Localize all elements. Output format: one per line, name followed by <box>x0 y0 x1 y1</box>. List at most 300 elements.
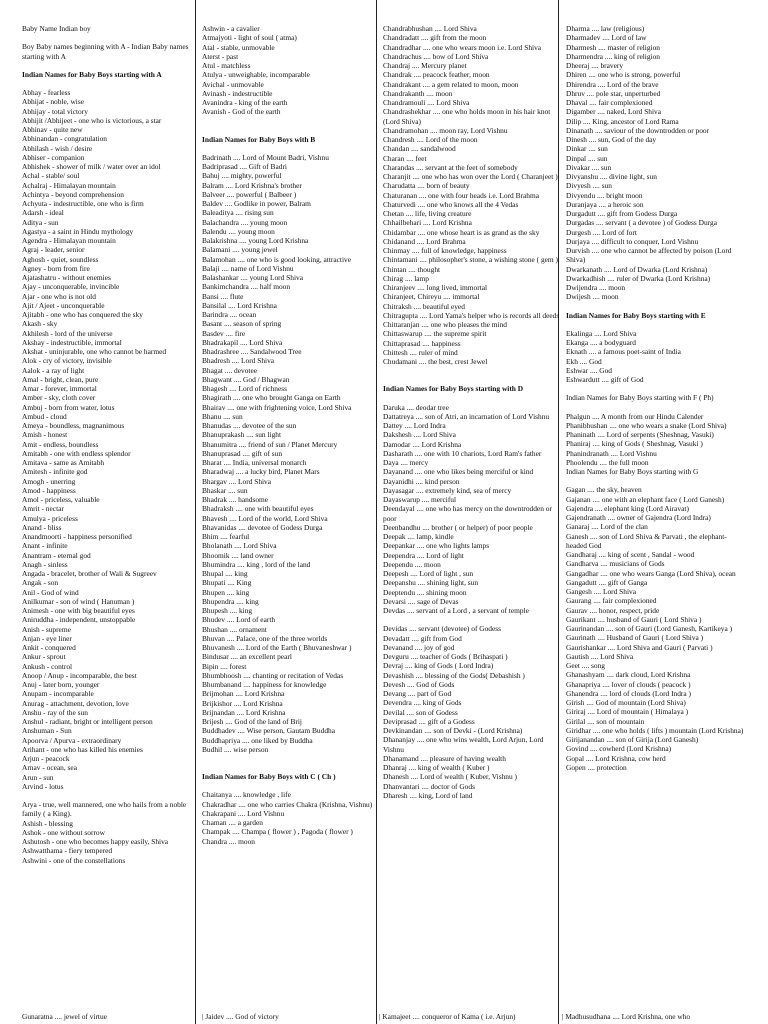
name-entry: Ekanga .... a bodyguard <box>566 338 636 347</box>
name-entry: Ghanendra .... lord of clouds (Lord Indra ) <box>566 688 691 698</box>
name-entry: Devesh .... God of Gods <box>383 679 455 689</box>
name-entry: Anuj - later born, younger <box>22 680 100 689</box>
name-entry: Chaitanya .... knowledge , life <box>202 790 291 800</box>
name-entry: Gajendranath .... owner of Gajendra (Lord Indra) <box>566 513 711 522</box>
name-entry: Dhananjay .... one who wins wealth, Lord Arjun, Lord Vishnu <box>383 735 544 754</box>
name-entry: Gagan .... the sky, heaven <box>566 485 642 495</box>
name-entry: Gajanan .... one with an elephant face ( Lord Ganesh) <box>566 494 725 504</box>
name-entry: Duranjaya .... a heroic son <box>566 199 644 209</box>
name-entry: Adarsh - ideal <box>22 208 64 218</box>
name-entry: Bhanumitra .... friend of sun / Planet Mercury <box>202 439 338 449</box>
name-entry: Ajar - one who is not old <box>22 291 96 301</box>
name-entry: Ganaraj .... Lord of the clan <box>566 522 648 532</box>
name-entry: Brijnandan .... Lord Krishna <box>202 707 286 717</box>
name-entry: Amulya - priceless <box>22 513 78 523</box>
name-entry: Devilal .... son of Godess <box>383 707 458 717</box>
name-entry: Gaurang .... fair complexioned <box>566 596 657 606</box>
name-entry: Bipin .... forest <box>202 661 247 671</box>
spacer <box>566 384 744 393</box>
name-entry: Chittaswarup .... the supreme spirit <box>383 329 487 339</box>
name-entry: Devraj .... king of Gods ( Lord Indra) <box>383 661 494 671</box>
name-entry: Abhilash - wish / desire <box>22 143 93 153</box>
name-entry: Amit - endless, boundless <box>22 439 99 449</box>
name-entry: Bhupen .... king <box>202 587 250 597</box>
name-entry: Dasharath .... one with 10 chariots, Lord Ram's father <box>383 448 542 458</box>
name-entry: Budhil .... wise person <box>202 744 269 754</box>
name-entry: Bhadresh .... Lord Shiva <box>202 356 275 366</box>
name-entry: Brijkishor .... Lord Krishna <box>202 698 283 708</box>
section-heading: Indian Names for Baby Boys starting with A <box>22 69 162 79</box>
name-entry: Dayanand .... one who likes being merciful or kind <box>383 467 534 477</box>
name-entry: Chidambar .... one whose heart is as grand as the sky <box>383 227 540 237</box>
name-entry: Anil - God of wind <box>22 587 79 597</box>
name-entry: Chintan .... thought <box>383 264 441 274</box>
name-entry: Gangesh .... Lord Shiva <box>566 587 636 596</box>
name-entry: Ashutosh - one who becomes happy easily, Shiva <box>22 837 169 846</box>
name-entry: Dharesh .... king, Lord of land <box>383 790 473 800</box>
name-entry: Bhagesh .... Lord of richness <box>202 384 287 393</box>
name-entry: Devang .... part of God <box>383 689 452 698</box>
name-entry: Bhim .... fearful <box>202 532 250 541</box>
name-entry: Akash - sky <box>22 319 58 329</box>
section-heading: Indian Names for Baby Boys with B <box>202 134 316 144</box>
name-entry: Balendu .... young moon <box>202 226 275 236</box>
name-entry: Bhaskar .... sun <box>202 485 248 495</box>
name-entry: Amol - priceless, valuable <box>22 495 100 504</box>
name-entry: Bhanu .... sun <box>202 411 243 421</box>
name-entry: Gaurav .... honor, respect, pride <box>566 605 660 615</box>
name-entry: Chintamani .... philosopher's stone, a wishing stone ( gem ) <box>383 255 558 265</box>
name-entry: Chandradatt .... gift from the moon <box>383 33 487 43</box>
name-entry: Bindusar .... an excellent pearl <box>202 652 292 662</box>
name-entry: Devendra .... king of Gods <box>383 698 462 708</box>
name-entry: Angak - son <box>22 578 59 588</box>
name-entry: Charan .... feet <box>383 153 427 163</box>
name-entry: Amrit - nectar <box>22 504 64 514</box>
name-entry: Aterst - past <box>202 51 239 61</box>
name-entry: Baldev .... Godlike in power, Balram <box>202 199 311 208</box>
name-entry: Abhishek - shower of milk / water over an idol <box>22 162 161 171</box>
name-entry: Gaurinath .... Husband of Gauri ( Lord Shiva ) <box>566 633 704 643</box>
name-entry: Baleaditya .... rising sun <box>202 208 274 218</box>
name-entry: Arvind - lotus <box>22 781 64 791</box>
name-entry: Phalgun .... A month from our Hindu Calender <box>566 411 704 421</box>
name-entry: Balamohan .... one who is good looking, attractive <box>202 254 352 264</box>
name-entry: Anshu - ray of the sun <box>22 707 88 717</box>
name-entry: Achyuta - indestructible, one who is firm <box>22 199 144 208</box>
name-entry: Akshat - uninjurable, one who cannot be harmed <box>22 347 167 356</box>
name-entry: Chandrakanth .... moon <box>383 88 453 98</box>
name-entry: Eknath .... a famous poet-saint of India <box>566 347 681 357</box>
name-entry: Chandrakant .... a gem related to moon, moon <box>383 79 519 89</box>
name-entry: Dilip .... King, ancestor of Lord Rama <box>566 116 679 126</box>
name-entry: Bhudev .... Lord of earth <box>202 615 276 625</box>
name-entry: Chandraj .... Mercury planet <box>383 61 467 70</box>
name-entry: Angada - bracelet, brother of Wali & Sugreev <box>22 569 157 578</box>
name-entry: Avanindra - king of the earth <box>202 98 288 107</box>
name-entry: Chittaprasad .... happiness <box>383 338 461 348</box>
name-entry: Indian Names for Baby Boys starting with F ( Ph) <box>566 393 714 403</box>
name-entry: Atulya - unweighable, incomparable <box>202 70 310 80</box>
name-entry: Deependra .... Lord of light <box>383 550 464 560</box>
section-heading: Indian Names for Baby Boys with C ( Ch ) <box>202 772 336 781</box>
name-entry: Dhiren .... one who is strong, powerful <box>566 70 681 80</box>
spacer <box>383 366 561 375</box>
spacer <box>383 615 561 624</box>
name-entry: Abhinav - quite new <box>22 125 83 134</box>
name-entry: Bhadrak .... handsome <box>202 495 269 504</box>
name-entry: Dakshesh .... Lord Shiva <box>383 430 456 440</box>
name-entry: Devguru .... teacher of Gods ( Brihaspati ) <box>383 652 508 661</box>
name-entry: Dattey .... Lord Indra <box>383 421 446 430</box>
name-entry: Deepesh .... Lord of light , sun <box>383 569 474 578</box>
name-entry: Dayaswarup .... merciful <box>383 495 457 504</box>
name-entry: Dheeraj .... bravery <box>566 61 624 70</box>
name-entry: Amar - forever, immortal <box>22 384 97 393</box>
name-entry: Ashok - one without sorrow <box>22 827 105 837</box>
name-entry: Dattatreya .... son of Atri, an incarnation of Lord Vishnu <box>383 411 550 421</box>
name-entry: Anagh - sinless <box>22 559 68 569</box>
name-entry: Achal - stable/ soul <box>22 171 80 181</box>
name-entry: Arihant - one who has killed his enemies <box>22 744 143 754</box>
name-entry: Chaturanan .... one with four heads i.e. Lord Brahma <box>383 190 539 200</box>
name-entry: Deeptendu .... shining moon <box>383 587 467 597</box>
name-entry: Chandradhar .... one who wears moon i.e. Lord Shiva <box>383 42 542 52</box>
name-entry: Ajay - unconquerable, invincible <box>22 282 120 292</box>
name-entry: Bharadwaj .... a lucky bird, Planet Mars <box>202 467 320 477</box>
name-entry: Bhairav .... one with frightening voice, Lord Shiva <box>202 402 352 412</box>
name-entry: Gangadhar .... one who wears Ganga (Lord Shiva), ocean <box>566 568 736 578</box>
name-entry: Balashankar .... young Lord Shiva <box>202 273 303 282</box>
name-column-1 <box>22 24 200 865</box>
name-entry: Amitesh - infinite god <box>22 467 88 477</box>
name-entry: Chandrashekhar .... one who holds moon in his hair knot (Lord Shiva) <box>383 107 551 126</box>
name-entry: Ankit - conquered <box>22 643 76 652</box>
name-entry: Girilal .... son of mountain <box>566 716 645 726</box>
name-entry: Amitabh - one with endless splendor <box>22 448 131 458</box>
name-entry: Ajitabh - one who has conquered the sky <box>22 310 143 319</box>
name-entry: Chandramouli .... Lord Shiva <box>383 98 470 107</box>
name-entry: Anilkumar - son of wind ( Hanuman ) <box>22 596 135 606</box>
name-entry: Bhagirath .... one who brought Ganga on Earth <box>202 393 341 403</box>
name-entry: Brijmohan .... Lord Krishna <box>202 689 285 699</box>
spacer <box>22 791 200 800</box>
section-heading: Indian Names for Baby Boys starting with E <box>566 310 706 320</box>
name-entry: Charandas .... servant at the feet of somebody <box>383 162 518 172</box>
name-entry: Bhupal .... king <box>202 569 248 578</box>
name-entry: Chidanand .... Lord Brahma <box>383 236 466 246</box>
name-entry: Giriraj .... Lord of mountain ( Himalaya ) <box>566 707 689 717</box>
name-column-3 <box>383 24 561 800</box>
name-entry: Durgadutt .... gift from Godess Durga <box>566 209 678 218</box>
name-entry: Anoop / Anup - incomparable, the best <box>22 670 137 680</box>
name-entry: Ajit / Ajeet - unconquerable <box>22 300 105 310</box>
name-entry: Ghanashyam .... dark cloud, Lord Krishna <box>566 670 691 680</box>
name-entry: Bhushan .... ornament <box>202 624 267 634</box>
name-entry: Phanibhushan .... one who wears a snake (Lord Shiva) <box>566 420 727 430</box>
name-entry: Durgadas .... servant ( a devotee ) of Godess Durga <box>566 218 717 228</box>
name-entry: Gaurinandan .... son of Gauri (Lord Ganesh, Kartikeya ) <box>566 624 733 633</box>
name-entry: Anurag - attachment, devotion, love <box>22 698 129 708</box>
name-entry: Chakrapani .... Lord Vishnu <box>202 808 285 818</box>
name-entry: Anish - supreme <box>22 624 71 634</box>
name-entry: Deenbandhu .... brother ( or helper) of poor people <box>383 522 533 532</box>
name-entry: Eshwar .... God <box>566 365 612 375</box>
name-entry: Chittesh .... ruler of mind <box>383 347 458 357</box>
name-entry: Chakradhar .... one who carries Chakra (Krishna, Vishnu) <box>202 799 373 809</box>
name-entry: Basant .... season of spring <box>202 319 282 329</box>
name-entry: Balaji .... name of Lord Vishnu <box>202 263 294 273</box>
name-entry: Chitragupta .... Lord Yama's helper who is records all deeds <box>383 310 560 320</box>
name-entry: Abhijit /Abhijeet - one who is victorious, a star <box>22 115 162 125</box>
name-entry: Chandrachus .... bow of Lord Shiva <box>383 51 489 61</box>
name-entry: Deendayal .... one who has mercy on the downtrodden or poor <box>383 504 552 523</box>
name-entry: Bhadrakapil .... Lord Shiva <box>202 337 283 347</box>
name-entry: Bahuj .... mighty, powerful <box>202 171 282 181</box>
name-entry: Divyanshu .... divine light, sun <box>566 172 657 181</box>
name-entry: Abhinandan - congratulation <box>22 134 107 144</box>
name-entry: Phanindranath .... Lord Vishnu <box>566 448 657 458</box>
name-entry: Bharat .... India, universal monarch <box>202 458 307 467</box>
name-entry: Agendra - Himalayan mountain <box>22 236 116 245</box>
name-entry: Giridhar .... one who holds ( lifts ) mountain (Lord Krishna) <box>566 725 744 735</box>
name-entry: Dayasagar .... extremely kind, sea of mercy <box>383 485 512 495</box>
name-entry: Buddhadev .... Wise person, Gautam Buddha <box>202 726 335 736</box>
name-entry: Agraj - leader, senior <box>22 245 85 255</box>
name-entry: Chitraksh .... beautiful eyed <box>383 301 465 311</box>
name-entry: Abhijat - noble, wise <box>22 97 84 107</box>
name-entry: Dhanraj .... king of wealth ( Kuber ) <box>383 763 490 772</box>
name-entry: Baby Name Indian boy <box>22 24 91 33</box>
name-entry: Avanish - God of the earth <box>202 107 281 117</box>
name-entry: Chaturvedi .... one who knows all the 4 Vedas <box>383 199 519 209</box>
name-entry: Chiranjeet, Chireyu .... immortal <box>383 292 480 302</box>
name-entry: Chinmay .... full of knowledge, happiness <box>383 246 507 255</box>
name-entry: Bhavanidas .... devotee of Godess Durga <box>202 522 323 532</box>
name-entry: Dwarkadhish .... ruler of Dwarka (Lord Krishna) <box>566 273 711 283</box>
name-entry: Balveer .... powerful ( Balbeer ) <box>202 189 297 199</box>
name-entry: Boy Baby names beginning with A - Indian Baby names starting with A <box>22 42 189 61</box>
name-entry: Phaninath .... Lord of serpents (Sheshnag, Vasuki) <box>566 430 714 439</box>
name-entry: Ashwini - one of the constellations <box>22 855 126 865</box>
name-entry: Atul - matchless <box>202 61 251 70</box>
name-entry: Chandra .... moon <box>202 836 255 846</box>
name-entry: Aniruddha - independent, unstoppable <box>22 615 136 625</box>
name-entry: Anand - bliss <box>22 522 62 532</box>
name-entry: Gandharva .... musicians of Gods <box>566 559 665 569</box>
name-entry: Agastya - a saint in Hindu mythology <box>22 226 134 236</box>
name-entry: Chudamani .... the best, crest Jewel <box>383 357 488 366</box>
name-entry: Bhavesh .... Lord of the world, Lord Shiva <box>202 513 328 523</box>
name-entry: Ambud - cloud <box>22 411 67 421</box>
spacer <box>566 476 744 485</box>
name-entry: Abhay - fearless <box>22 88 71 97</box>
name-entry: Bhanuprasad .... gift of sun <box>202 448 283 458</box>
name-entry: Deepankar .... one who lights lamps <box>383 541 490 551</box>
name-entry: Bhargav .... Lord Shiva <box>202 476 272 486</box>
name-entry: Alok - cry of victory, invisible <box>22 356 112 366</box>
name-entry: Chiranjeev .... long lived, immortal <box>383 283 488 292</box>
name-entry: Girish .... God of mountain (Lord Shiva) <box>566 698 686 707</box>
name-entry: Phaniraj .... king of Gods ( Sheshnag, Vasuki ) <box>566 439 703 449</box>
name-entry: Dinpal .... sun <box>566 153 608 163</box>
name-entry: Bansilal .... Lord Krishna <box>202 300 277 310</box>
name-entry: Abhijay - total victory <box>22 106 88 116</box>
name-entry: Gopen .... protection <box>566 762 627 772</box>
name-entry: Ekalinga .... Lord Shiva <box>566 328 637 338</box>
name-entry: Charudatta .... born of beauty <box>383 181 470 191</box>
name-entry: Ganesh .... son of Lord Shiva & Parvati , the elephant-headed God <box>566 531 727 550</box>
name-entry: Deviprasad .... gift of a Godess <box>383 716 475 726</box>
name-entry: Amod - happiness <box>22 485 76 495</box>
name-entry: Dhanvantari .... doctor of Gods <box>383 781 475 791</box>
name-entry: Bansi .... flute <box>202 291 244 301</box>
name-entry: Arya - true, well mannered, one who hails from a noble family ( a King). <box>22 800 187 819</box>
name-entry: Devidas .... servant (devotee) of Godess <box>383 624 502 634</box>
name-entry: Achalraj - Himalayan mountain <box>22 180 116 190</box>
name-entry: Gangadutt .... gift of Ganga <box>566 577 648 587</box>
section-heading: Indian Names for Baby Boys starting with D <box>383 384 524 394</box>
footer-line: | Kamajeet .... conqueror of Kama ( i.e. Arjun) <box>379 1012 516 1021</box>
name-entry: Ameya - boundless, magnanimous <box>22 421 125 430</box>
name-entry: Devashish .... blessing of the Gods( Debashish ) <box>383 670 525 680</box>
name-entry: Gopal .... Lord Krishna, cow herd <box>566 753 666 763</box>
name-entry: Damodar .... Lord Krishna <box>383 439 462 449</box>
name-entry: Basdev .... fire <box>202 328 246 338</box>
name-entry: Ankush - control <box>22 661 73 671</box>
name-entry: Amber - sky, cloth cover <box>22 393 96 403</box>
spacer <box>202 117 380 126</box>
name-entry: Anshuman - Sun <box>22 726 72 736</box>
name-entry: Agney - born from fire <box>22 263 90 273</box>
name-entry: Bhupendra .... king <box>202 596 259 606</box>
name-entry: Chandresh .... Lord of the moon <box>383 135 478 144</box>
name-entry: Anshul - radiant, bright or intelligent person <box>22 717 153 726</box>
name-entry: Gaurishankar .... Lord Shiva and Gauri ( Parvati ) <box>566 642 713 652</box>
name-entry: Devadatt .... gift from God <box>383 633 462 643</box>
name-entry: Gajendra .... elephant king (Lord Airavat) <box>566 503 689 513</box>
name-entry: Ambuj - born from water, lotus <box>22 402 115 412</box>
name-entry: Durjaya .... difficult to conquer, Lord Vishnu <box>566 236 699 246</box>
name-entry: Divyendu .... bright moon <box>566 190 643 200</box>
name-entry: Brijesh .... God of the land of Brij <box>202 717 302 726</box>
name-entry: Gandharaj .... king of scent , Sandal - wood <box>566 550 695 559</box>
name-entry: Balamani .... young jewel <box>202 245 278 255</box>
name-entry: Bhupesh .... king <box>202 606 253 615</box>
name-entry: Balachandra .... young moon <box>202 217 288 227</box>
name-entry: Dwijendra .... moon <box>566 283 626 292</box>
name-entry: Chandramohan .... moon ray, Lord Vishnu <box>383 125 508 135</box>
name-entry: Durgesh .... Lord of fort <box>566 227 637 237</box>
name-entry: Daruka .... deodar tree <box>383 402 449 412</box>
name-entry: Aalok - a ray of light <box>22 365 85 375</box>
name-entry: Chandrak .... peacock feather, moon <box>383 70 490 80</box>
name-entry: Bhumindra .... king , lord of the land <box>202 559 311 569</box>
name-entry: Bhumbhoosh .... chanting or recitation of Vedas <box>202 670 344 680</box>
name-entry: Bhadrashree .... Sandalwood Tree <box>202 347 302 356</box>
name-entry: Devanand .... joy of god <box>383 642 455 652</box>
name-entry: Dharmesh .... master of religion <box>566 42 660 52</box>
footer-line: | Jaidev .... God of victory <box>202 1012 279 1021</box>
name-entry: Digamber .... naked, Lord Shiva <box>566 107 662 117</box>
name-entry: Bhagwant .... God / Bhagwan <box>202 374 290 384</box>
name-entry: Balakrishna .... young Lord Krishna <box>202 236 309 245</box>
name-entry: Dharmendra .... king of religion <box>566 51 660 61</box>
name-entry: Aghosh - quiet, soundless <box>22 254 99 264</box>
name-entry: Anantram - eternal god <box>22 550 91 560</box>
name-entry: Deepak .... lamp, kindle <box>383 532 454 541</box>
name-entry: Charanjit .... one who has won over the Lord ( Charanjeet ) <box>383 172 558 181</box>
name-entry: Bhanuprakash .... sun light <box>202 430 282 440</box>
name-entry: Devkinandan .... son of Devki - (Lord Krishna) <box>383 726 523 735</box>
name-entry: Dwarkanath .... Lord of Dwarka (Lord Krishna) <box>566 264 708 274</box>
name-entry: Ashwatthama - fiery tempered <box>22 846 113 856</box>
name-entry: Barindra .... ocean <box>202 310 257 319</box>
name-entry: Champak .... Champa ( flower ) , Pagoda ( flower ) <box>202 827 353 837</box>
name-entry: Bhadraksh .... one with beautiful eyes <box>202 504 314 514</box>
name-entry: Dharmadev .... Lord of law <box>566 33 647 43</box>
name-entry: Indian Names for Baby Boys starting with G <box>566 467 699 476</box>
name-entry: Bholanath .... Lord Shiva <box>202 541 277 551</box>
name-entry: Gaurikant .... husband of Gauri ( Lord Shiva ) <box>566 614 702 624</box>
name-entry: Balram .... Lord Krishna's brother <box>202 180 302 190</box>
name-entry: Ashwin - a cavalier <box>202 24 260 33</box>
name-entry: Atal - stable, unmovable <box>202 42 275 52</box>
name-entry: Apoorva / Apurva - extraordinary <box>22 735 122 745</box>
name-entry: Anjan - eye liner <box>22 633 72 643</box>
name-entry: Divyesh .... sun <box>566 181 612 191</box>
name-column-4 <box>566 24 744 772</box>
name-entry: Dharma .... law (religious) <box>566 24 645 33</box>
name-entry: Achintya - beyond comprehension <box>22 189 125 199</box>
name-entry: Akshay - indestructible, immortal <box>22 337 122 347</box>
name-entry: Dinkar .... sun <box>566 144 608 154</box>
name-entry: Bhuvan .... Palace, one of the three worlds <box>202 633 328 643</box>
name-entry: Arjun - peacock <box>22 754 70 763</box>
name-column-2 <box>202 24 380 846</box>
name-entry: Bhuvanesh .... Lord of the Earth ( Bhuvaneshwar ) <box>202 643 352 652</box>
spacer <box>202 754 380 763</box>
name-entry: Bhagat .... devotee <box>202 365 258 375</box>
name-entry: Chaman .... a garden <box>202 818 263 827</box>
name-entry: Geet .... song <box>566 661 605 670</box>
name-entry: Arun - sun <box>22 772 54 782</box>
name-entry: Abhiser - companion <box>22 152 85 162</box>
name-entry: Bhanudas .... devotee of the sun <box>202 421 297 430</box>
name-entry: Dhanesh .... Lord of wealth ( Kuber, Vishnu ) <box>383 772 517 782</box>
name-entry: Dhirendra .... Lord of the brave <box>566 79 659 89</box>
name-entry: Amish - honest <box>22 430 68 440</box>
name-entry: Girijanandan .... son of Girija (Lord Ganesh) <box>566 735 699 744</box>
name-entry: Bhupati .... King <box>202 578 252 588</box>
name-entry: Eshwardutt .... gift of God <box>566 375 644 384</box>
name-entry: Dhruv .... pole star, unperturbed <box>566 88 661 98</box>
footer-line: | Madhusudhana .... Lord Krishna, one who <box>562 1012 691 1021</box>
name-entry: Avinash - indestructible <box>202 88 273 98</box>
name-entry: Devarsi .... sage of Devas <box>383 596 459 606</box>
name-entry: Dinesh .... sun, God of the day <box>566 135 657 144</box>
name-entry: Ekh .... God <box>566 356 602 366</box>
name-entry: Dwijesh .... moon <box>566 292 619 302</box>
name-entry: Deepanshu .... shining light, sun <box>383 578 479 588</box>
name-entry: Ghanapriya .... lover of clouds ( peacock ) <box>566 679 691 689</box>
name-entry: Ashish - blessing <box>22 818 73 828</box>
name-entry: Dayanidhi .... kind person <box>383 476 460 486</box>
name-entry: Arnav - ocean, sea <box>22 763 77 773</box>
name-entry: Divakar .... sun <box>566 162 612 172</box>
name-entry: Anupam - incomparable <box>22 689 94 699</box>
name-entry: Chhailbehari .... Lord Krishna <box>383 218 472 228</box>
